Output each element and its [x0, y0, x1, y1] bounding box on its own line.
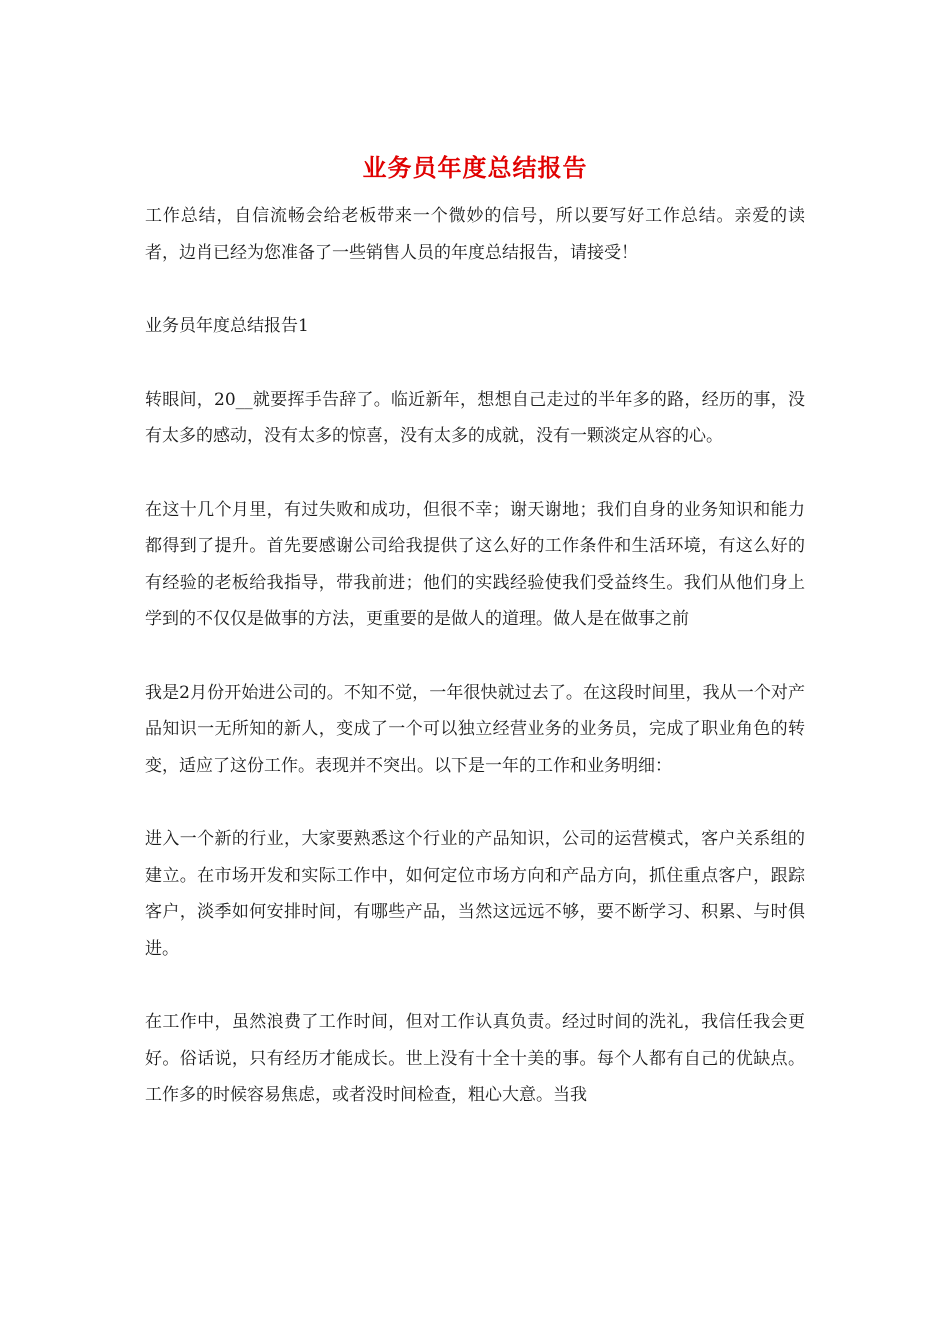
- body-paragraph: 进入一个新的行业，大家要熟悉这个行业的产品知识，公司的运营模式，客户关系组的建立。在市场开发和实际工作中，如何定位市场方向和产品方向，抓住重点客户，跟踪客户，淡季如何安排时间，有哪些产品，当然这远远不够，要不断学习、积累、与时俱进。: [145, 829, 805, 959]
- body-paragraph: 在工作中，虽然浪费了工作时间，但对工作认真负责。经过时间的洗礼，我信任我会更好。俗话说，只有经历才能成长。世上没有十全十美的事。每个人都有自己的优缺点。工作多的时候容易焦虑，或者没时间检查，粗心大意。当我: [145, 1012, 805, 1105]
- body-paragraph: 我是2月份开始进公司的。不知不觉，一年很快就过去了。在这段时间里，我从一个对产品知识一无所知的新人，变成了一个可以独立经营业务的业务员，完成了职业角色的转变，适应了这份工作。表现并不突出。以下是一年的工作和业务明细：: [145, 682, 805, 776]
- document-title: 业务员年度总结报告: [362, 153, 588, 182]
- body-paragraph: 转眼间，20__就要挥手告辞了。临近新年，想想自己走过的半年多的路，经历的事，没有太多的感动，没有太多的惊喜，没有太多的成就，没有一颗淡定从容的心。: [145, 389, 805, 446]
- body-paragraph: 在这十几个月里，有过失败和成功，但很不幸；谢天谢地；我们自身的业务知识和能力都得到了提升。首先要感谢公司给我提供了这么好的工作条件和生活环境，有这么好的有经验的老板给我指导，带我前进；他们的实践经验使我们受益终生。我们从他们身上学到的不仅仅是做事的方法，更重要的是做人的道理。做人是在做事之前: [145, 499, 805, 629]
- intro-paragraph: 工作总结，自信流畅会给老板带来一个微妙的信号，所以要写好工作总结。亲爱的读者，边肖已经为您准备了一些销售人员的年度总结报告，请接受！: [145, 206, 805, 263]
- document-body: [145, 198, 805, 1151]
- section-heading: 业务员年度总结报告1: [145, 316, 309, 336]
